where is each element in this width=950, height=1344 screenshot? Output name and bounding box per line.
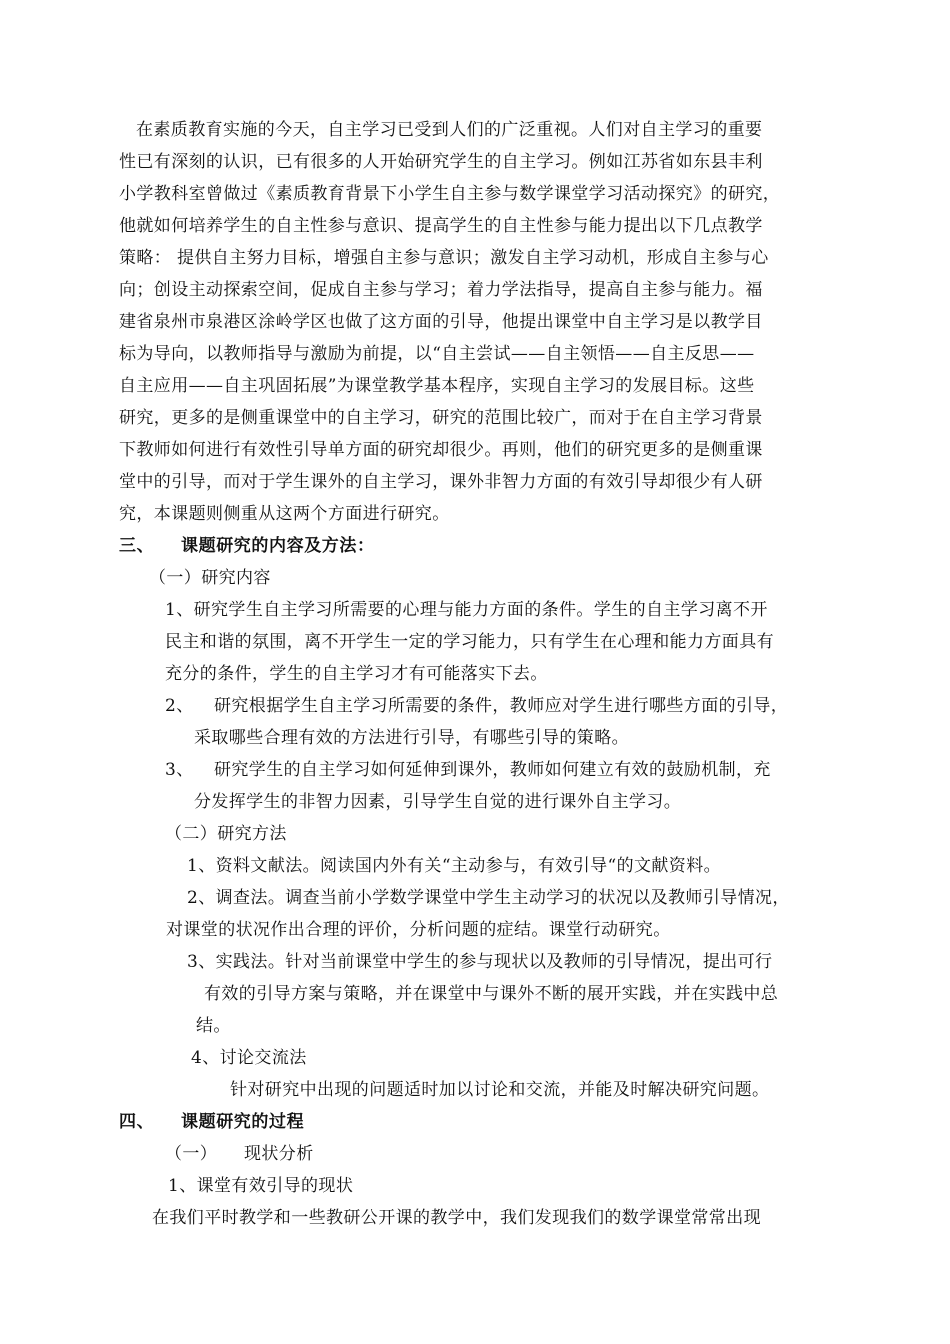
intro-line-11: 下教师如何进行有效性引导单方面的研究却很少。再则，他们的研究更多的是侧重课: [119, 440, 763, 460]
section3-number: 三、: [119, 536, 155, 556]
process-paragraph-line-1: 在我们平时教学和一些教研公开课的教学中，我们发现我们的数学课堂常常出现: [152, 1208, 761, 1228]
status-analysis-number: （一）: [165, 1144, 218, 1164]
method-1: 1、资料文献法。阅读国内外有关“主动参与，有效引导“的文献资料。: [187, 856, 721, 876]
intro-line-12: 堂中的引导，而对于学生课外的自主学习，课外非智力方面的有效引导却很少有人研: [119, 472, 763, 492]
content-item-1-line-3: 充分的条件，学生的自主学习才有可能落实下去。: [165, 664, 548, 684]
intro-line-6: 向；创设主动探索空间，促成自主参与学习；着力学法指导，提高自主参与能力。福: [119, 280, 763, 300]
research-method-heading: （二）研究方法: [165, 824, 287, 844]
section3-title: 课题研究的内容及方法：: [181, 536, 375, 556]
content-item-2-line-2: 采取哪些合理有效的方法进行引导，有哪些引导的策略。: [194, 728, 629, 748]
content-item-2-line-1: 研究根据学生自主学习所需要的条件，教师应对学生进行哪些方面的引导，: [214, 696, 789, 716]
intro-line-4: 他就如何培养学生的自主性参与意识、提高学生的自主性参与能力提出以下几点教学: [119, 216, 763, 236]
content-item-3-line-1: 研究学生的自主学习如何延伸到课外，教师如何建立有效的鼓励机制，充: [214, 760, 771, 780]
content-item-1-line-2: 民主和谐的氛围，离不开学生一定的学习能力，只有学生在心理和能力方面具有: [165, 632, 774, 652]
intro-line-7: 建省泉州市泉港区涂岭学区也做了这方面的引导，他提出课堂中自主学习是以教学目: [119, 312, 763, 332]
content-item-3-line-2: 分发挥学生的非智力因素，引导学生自觉的进行课外自主学习。: [194, 792, 682, 812]
method-4-title: 4、讨论交流法: [191, 1048, 307, 1068]
method-3-line-1: 3、实践法。针对当前课堂中学生的参与现状以及教师的引导情况，提出可行: [187, 952, 773, 972]
intro-line-2: 性已有深刻的认识，已有很多的人开始研究学生的自主学习。例如江苏省如东县丰利: [119, 152, 763, 172]
section4-title: 课题研究的过程: [181, 1112, 305, 1132]
content-item-1-line-1: 1、研究学生自主学习所需要的心理与能力方面的条件。学生的自主学习离不开: [165, 600, 768, 620]
content-item-3-number: 3、: [165, 760, 194, 780]
process-item-1: 1、课堂有效引导的现状: [168, 1176, 354, 1196]
intro-line-13: 究，本课题则侧重从这两个方面进行研究。: [119, 504, 450, 524]
section4-number: 四、: [119, 1112, 155, 1132]
method-4-text: 针对研究中出现的问题适时加以讨论和交流，并能及时解决研究问题。: [230, 1080, 770, 1100]
intro-line-9: 自主应用——自主巩固拓展”为课堂教学基本程序，实现自主学习的发展目标。这些: [119, 376, 755, 396]
intro-line-1: 在素质教育实施的今天，自主学习已受到人们的广泛重视。人们对自主学习的重要: [136, 120, 763, 140]
research-content-heading: （一）研究内容: [149, 568, 271, 588]
method-2-line-2: 对课堂的状况作出合理的评价，分析问题的症结。课堂行动研究。: [166, 920, 671, 940]
intro-line-3: 小学教科室曾做过《素质教育背景下小学生自主参与数学课堂学习活动探究》的研究，: [119, 184, 781, 204]
content-item-2-number: 2、: [165, 696, 194, 716]
method-2-line-1: 2、调查法。调查当前小学数学课堂中学生主动学习的状况以及教师引导情况，: [187, 888, 790, 908]
intro-line-8: 标为导向，以教师指导与激励为前提，以“自主尝试——自主领悟——自主反思——: [119, 344, 755, 364]
method-3-line-2: 有效的引导方案与策略，并在课堂中与课外不断的展开实践，并在实践中总: [204, 984, 779, 1004]
intro-line-5: 策略： 提供自主努力目标，增强自主参与意识；激发自主学习动机，形成自主参与心: [119, 248, 769, 268]
intro-line-10: 研究，更多的是侧重课堂中的自主学习，研究的范围比较广，而对于在自主学习背景: [119, 408, 763, 428]
method-3-line-3: 结。: [196, 1016, 231, 1036]
status-analysis-title: 现状分析: [244, 1144, 314, 1164]
